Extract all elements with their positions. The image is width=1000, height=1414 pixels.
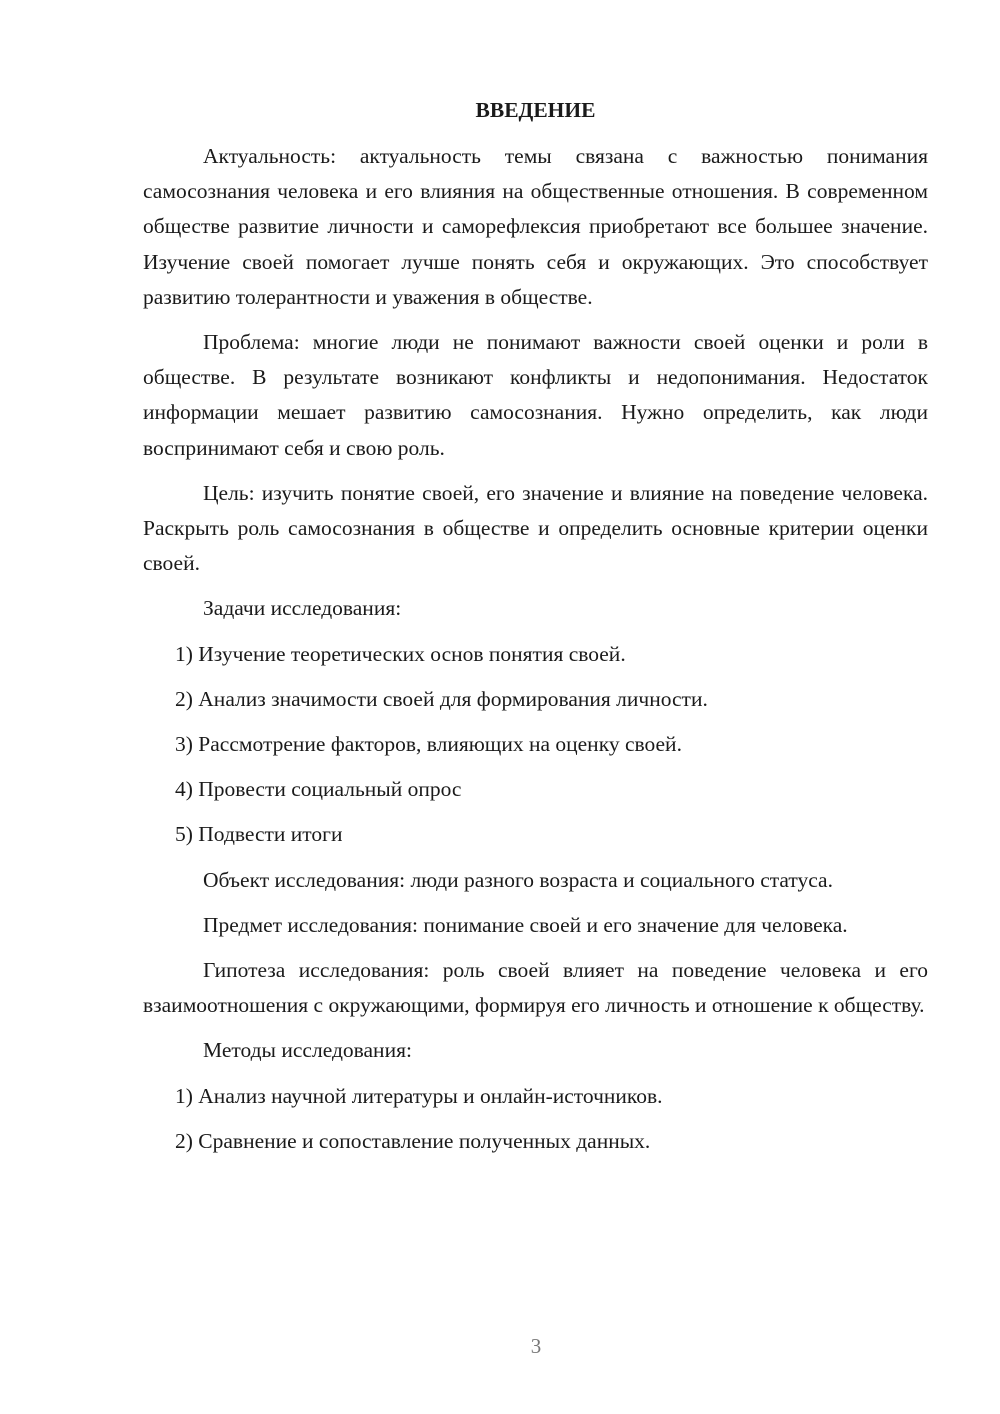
- page-title: ВВЕДЕНИЕ: [475, 98, 596, 122]
- tasks-heading: Задачи исследования:: [203, 596, 402, 621]
- relevance-paragraph: Актуальность: актуальность темы связана с важностью понимания самосознания человека и его влияния на общественные отношения. В современном обществе развитие личности и саморефлексия приобретают все большее значение. Изучение своей помогает лучше понять себя и окружающих. Это способствует развитию толерантности и уважения в обществе.: [143, 144, 928, 309]
- subject-paragraph: Предмет исследования: понимание своей и его значение для человека.: [203, 912, 848, 937]
- hypothesis-paragraph: Гипотеза исследования: роль своей влияет на поведение человека и его взаимоотношения с окружающими, формируя его личность и отношение к обществу.: [143, 958, 928, 1018]
- method-item: 2) Сравнение и сопоставление полученных данных.: [175, 1128, 651, 1153]
- task-item: 4) Провести социальный опрос: [175, 777, 462, 802]
- methods-heading: Методы исследования:: [203, 1038, 412, 1063]
- task-item: 5) Подвести итоги: [175, 822, 343, 847]
- task-item: 3) Рассмотрение факторов, влияющих на оценку своей.: [175, 732, 682, 757]
- object-paragraph: Объект исследования: люди разного возраста и социального статуса.: [203, 867, 833, 892]
- page-number: 3: [530, 1334, 542, 1358]
- methods-list: [143, 1079, 928, 1159]
- document-page: [143, 94, 928, 1169]
- tasks-list: [143, 637, 928, 853]
- goal-paragraph: Цель: изучить понятие своей, его значение и влияние на поведение человека. Раскрыть роль самосознания в обществе и определить основные критерии оценки своей.: [143, 480, 928, 576]
- task-item: 2) Анализ значимости своей для формирования личности.: [175, 686, 708, 711]
- task-item: 1) Изучение теоретических основ понятия своей.: [175, 641, 626, 666]
- problem-paragraph: Проблема: многие люди не понимают важности своей оценки и роли в обществе. В результате возникают конфликты и недопонимания. Недостаток информации мешает развитию самосознания. Нужно определить, как люди воспринимают себя и свою роль.: [143, 330, 928, 460]
- method-item: 1) Анализ научной литературы и онлайн-источников.: [175, 1083, 663, 1108]
